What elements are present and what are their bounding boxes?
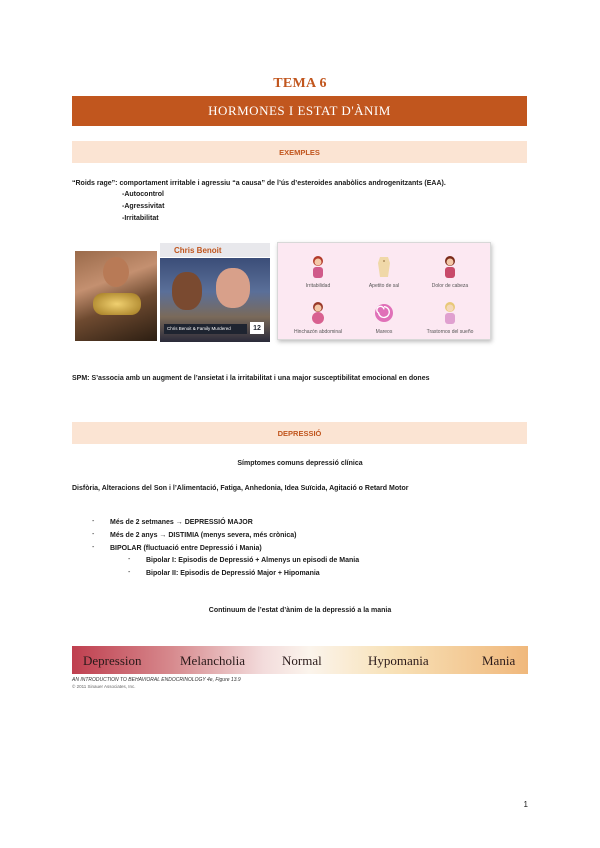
mood-continuum-band [72,646,528,674]
sub-bullet-dash: - [128,569,131,576]
sub-bullet-dash: - [128,556,131,563]
salt-craving-icon [375,255,393,279]
news-caption: Chris Benoit & Family Murdered [164,324,247,334]
label-hypomania: Hypomania [368,653,429,668]
bloating-woman-icon [309,301,327,325]
item-irritabilitat: -Irritabilitat [122,215,159,222]
depression-symptoms-subtitle: Símptomes comuns depressió clínica [237,460,363,467]
bullet-bipolar: BIPOLAR (fluctuació entre Depressió i Mania) [110,545,262,552]
bullet-dash: - [92,531,95,538]
symptom-headache: Dolor de cabeza [418,255,482,289]
page-number: 1 [523,800,528,809]
symptom-irritability: Irritabilidad [286,255,350,289]
label-depression: Depression [83,653,142,668]
symptom-bloating: Hinchazón abdominal [286,301,350,335]
dizziness-icon [375,301,393,325]
section-number: TEMA 6 [273,76,327,91]
exemples-heading: EXEMPLES [72,141,527,163]
news-face-left [172,272,202,310]
sleep-disorder-icon [441,301,459,325]
depression-symptoms-line: Disfòria, Alteracions del Son i l’Alimentació, Fatiga, Anhedonia, Idea Suïcida, Agitació o Retard Motor [72,485,409,492]
roids-rage-line: “Roids rage”: comportament irritable i agressiu “a causa” de l’ús d’esteroides anabòlics androgenitzants (EAA). [72,180,446,187]
label-melancholia: Melancholia [180,653,245,668]
continuum-title: Continuum de l’estat d’ànim de la depressió a la mania [208,607,392,614]
page-title: HORMONES I ESTAT D'ÀNIM [72,96,527,126]
news-photo [160,258,270,342]
irritable-woman-icon [309,255,327,279]
symptom-salt: Apetito de sal [352,255,416,289]
pms-symptoms-panel [277,242,491,340]
championship-belt [93,293,141,315]
headache-woman-icon [441,255,459,279]
bullet-major-depression: Més de 2 setmanes → DEPRESSIÓ MAJOR [110,519,253,526]
bullet-dash: - [92,518,95,525]
sub-bullet-bipolar-1: Bipolar I: Episodis de Depressió + Almenys un episodi de Mania [146,557,360,564]
bullet-dysthymia: Més de 2 anys → DISTIMIA (menys severa, més crònica) [110,532,297,539]
photo-caption: Chris Benoit [160,243,270,257]
symptom-sleep: Trastornos del sueño [418,301,482,335]
label-normal: Normal [282,653,322,668]
wrestler-photo [75,251,157,341]
news-channel-logo: 12 [250,322,264,334]
symptom-dizziness: Mareos [352,301,416,335]
bullet-dash: - [92,544,95,551]
figure-reference: AN INTRODUCTION TO BEHAVIORAL ENDOCRINOLOGY 4e, Figure 13.9 [72,677,241,683]
item-agressivitat: -Agressivitat [122,203,165,210]
news-face-right [216,268,250,308]
sub-bullet-bipolar-2: Bipolar II: Episodis de Depressió Major + Hipomania [146,570,320,577]
wrestler-head [103,257,129,287]
label-mania: Mania [482,653,516,668]
depressio-heading: DEPRESSIÓ [72,422,527,444]
figure-copyright: © 2011 Sinauer Associates, Inc. [72,684,136,689]
spm-line: SPM: S’associa amb un augment de l’ansietat i la irritabilitat i una major susceptibilitat emocional en dones [72,375,430,382]
item-autocontrol: -Autocontrol [122,191,164,198]
